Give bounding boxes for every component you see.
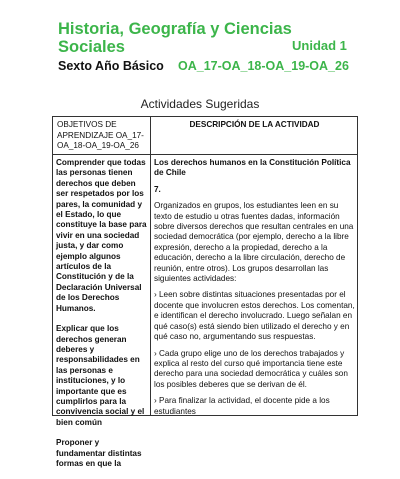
objectives-column-header: OBJETIVOS DE APRENDIZAJE OA_17-OA_18-OA_19-OA_26 <box>57 120 144 150</box>
activities-table <box>52 116 358 468</box>
unit-label: Unidad 1 <box>292 38 347 53</box>
activity-paragraph: › Cada grupo elige uno de los derechos trabajados y explica al resto del curso qué importancia tiene este derecho para una sociedad democrática y cuáles son los posibles deberes que se derivan de él. <box>154 348 348 389</box>
objective-item: Comprender que todas las personas tienen derechos que deben ser respetados por los pares, la comunidad y el Estado, lo que constituye la base para vivir en una sociedad justa, y dar como ejemplo algunos artículos de la Constitución y de la Declaración Universal de los Derechos Humanos. <box>56 158 147 313</box>
activity-paragraph: › Leen sobre distintas situaciones presentadas por el docente que involucren estos derechos. Los comentan, e identifican el derecho involucrado. Luego señalan en qué caso(s) está siendo bien utilizado el derecho y en qué caso no, argumentando sus respuestas. <box>154 290 355 342</box>
activity-paragraph: › Para finalizar la actividad, el docente pide a los estudiantes <box>154 396 330 416</box>
objective-item: Explicar que los derechos generan deberes y responsabilidades en las personas e instituciones, y lo importante que es cumplirlos para la convivencia social y el bien común <box>56 324 145 427</box>
objectives-column <box>56 158 149 479</box>
activity-paragraph: Organizados en grupos, los estudiantes leen en su texto de estudio u otras fuentes dadas, información sobre diversos derechos que resultan centrales en una sociedad democrática (por ejemplo, derecho a la libre expresión, derecho a la propiedad, derecho a la educación, derecho a la libre circulación, derecho de reunión, entre otros). Los grupos desarrollan las siguientes actividades: <box>154 201 354 284</box>
section-title: Actividades Sugeridas <box>140 97 260 111</box>
description-column-header: DESCRIPCIÓN DE LA ACTIVIDAD <box>189 120 320 129</box>
activity-title: Los derechos humanos en la Constitución Política de Chile <box>154 158 351 178</box>
document-title: Historia, Geografía y Ciencias Sociales <box>58 20 292 56</box>
activity-number: 7. <box>154 184 161 194</box>
objective-codes: OA_17-OA_18-OA_19-OA_26 <box>178 59 349 73</box>
header-row-divider <box>53 154 357 155</box>
objective-item: Proponer y fundamentar distintas formas en que la <box>56 438 142 468</box>
grade-label: Sexto Año Básico <box>58 59 164 73</box>
description-column <box>154 158 356 417</box>
column-divider <box>150 117 151 415</box>
